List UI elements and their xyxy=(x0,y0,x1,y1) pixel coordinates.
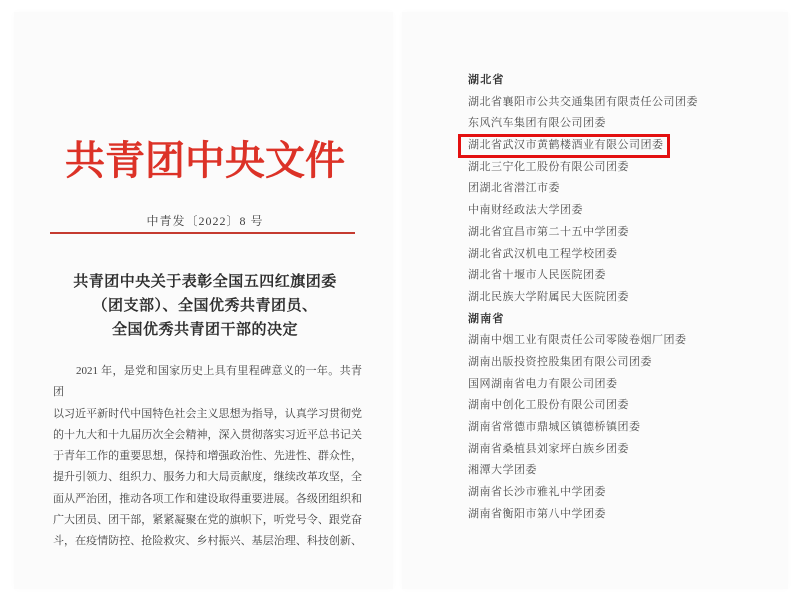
body-paragraph xyxy=(53,361,362,553)
red-divider-rule xyxy=(50,232,355,234)
list-item: 湖北省武汉机电工程学校团委 xyxy=(468,247,618,260)
list-item: 湖南中创化工股份有限公司团委 xyxy=(468,399,629,412)
list-item: 湖北省襄阳市公共交通集团有限责任公司团委 xyxy=(468,95,698,108)
award-recipient-list xyxy=(468,70,784,525)
list-item: 东风汽车集团有限公司团委 xyxy=(468,117,606,130)
section-header-hunan: 湖南省 xyxy=(468,312,505,325)
decision-title xyxy=(50,270,360,342)
list-item: 湖北民族大学附属民大医院团委 xyxy=(468,290,629,303)
decision-title-line: 全国优秀共青团干部的决定 xyxy=(111,322,298,338)
body-line: 广大团员、团干部，紧紧凝聚在党的旗帜下，听党号令、跟党奋 xyxy=(53,514,362,527)
list-item: 湖北省十堰市人民医院团委 xyxy=(468,269,606,282)
list-item: 湖南中烟工业有限责任公司零陵卷烟厂团委 xyxy=(468,334,687,347)
list-item: 湖南出版投资控股集团有限公司团委 xyxy=(468,355,652,368)
list-item: 湖北三宁化工股份有限公司团委 xyxy=(468,160,629,173)
list-item: 团湖北省潜江市委 xyxy=(468,182,560,195)
body-line: 斗，在疫情防控、抢险救灾、乡村振兴、基层治理、科技创新、 xyxy=(53,535,362,548)
decision-title-line: 共青团中央关于表彰全国五四红旗团委 xyxy=(73,274,337,290)
document-page-right xyxy=(402,12,788,589)
body-line: 于青年工作的重要思想，保持和增强政治性、先进性、群众性， xyxy=(53,450,362,463)
document-number: 中青发〔2022〕8 号 xyxy=(146,214,264,228)
body-line: 2021 年，是党和国家历史上具有里程碑意义的一年。共青团 xyxy=(53,365,362,399)
section-header-hubei: 湖北省 xyxy=(468,74,505,86)
list-item: 湖南省桑植县刘家坪白族乡团委 xyxy=(468,442,629,455)
list-item: 湖北省宜昌市第二十五中学团委 xyxy=(468,225,629,238)
decision-title-line: （团支部）、全国优秀共青团员、 xyxy=(92,298,318,314)
list-item: 中南财经政法大学团委 xyxy=(468,204,583,217)
body-line: 面从严治团，推动各项工作和建设取得重要进展。各级团组织和 xyxy=(53,492,362,505)
list-item: 湖南省衡阳市第八中学团委 xyxy=(468,507,606,520)
body-line: 以习近平新时代中国特色社会主义思想为指导，认真学习贯彻党 xyxy=(53,407,362,420)
document-page-left xyxy=(14,12,393,589)
list-item: 湘潭大学团委 xyxy=(468,464,537,477)
list-item: 国网湖南省电力有限公司团委 xyxy=(468,377,618,390)
body-line: 的十九大和十九届历次全会精神，深入贯彻落实习近平总书记关 xyxy=(53,428,362,441)
body-line: 提升引领力、组织力、服务力和大局贡献度，继续改革攻坚，全 xyxy=(53,471,362,484)
list-item: 湖南省常德市鼎城区镇德桥镇团委 xyxy=(468,421,641,433)
list-item-highlighted: 湖北省武汉市黄鹤楼酒业有限公司团委 xyxy=(468,139,664,152)
list-item: 湖南省长沙市雅礼中学团委 xyxy=(468,486,606,499)
document-masthead: 共青团中央文件 xyxy=(65,138,345,183)
